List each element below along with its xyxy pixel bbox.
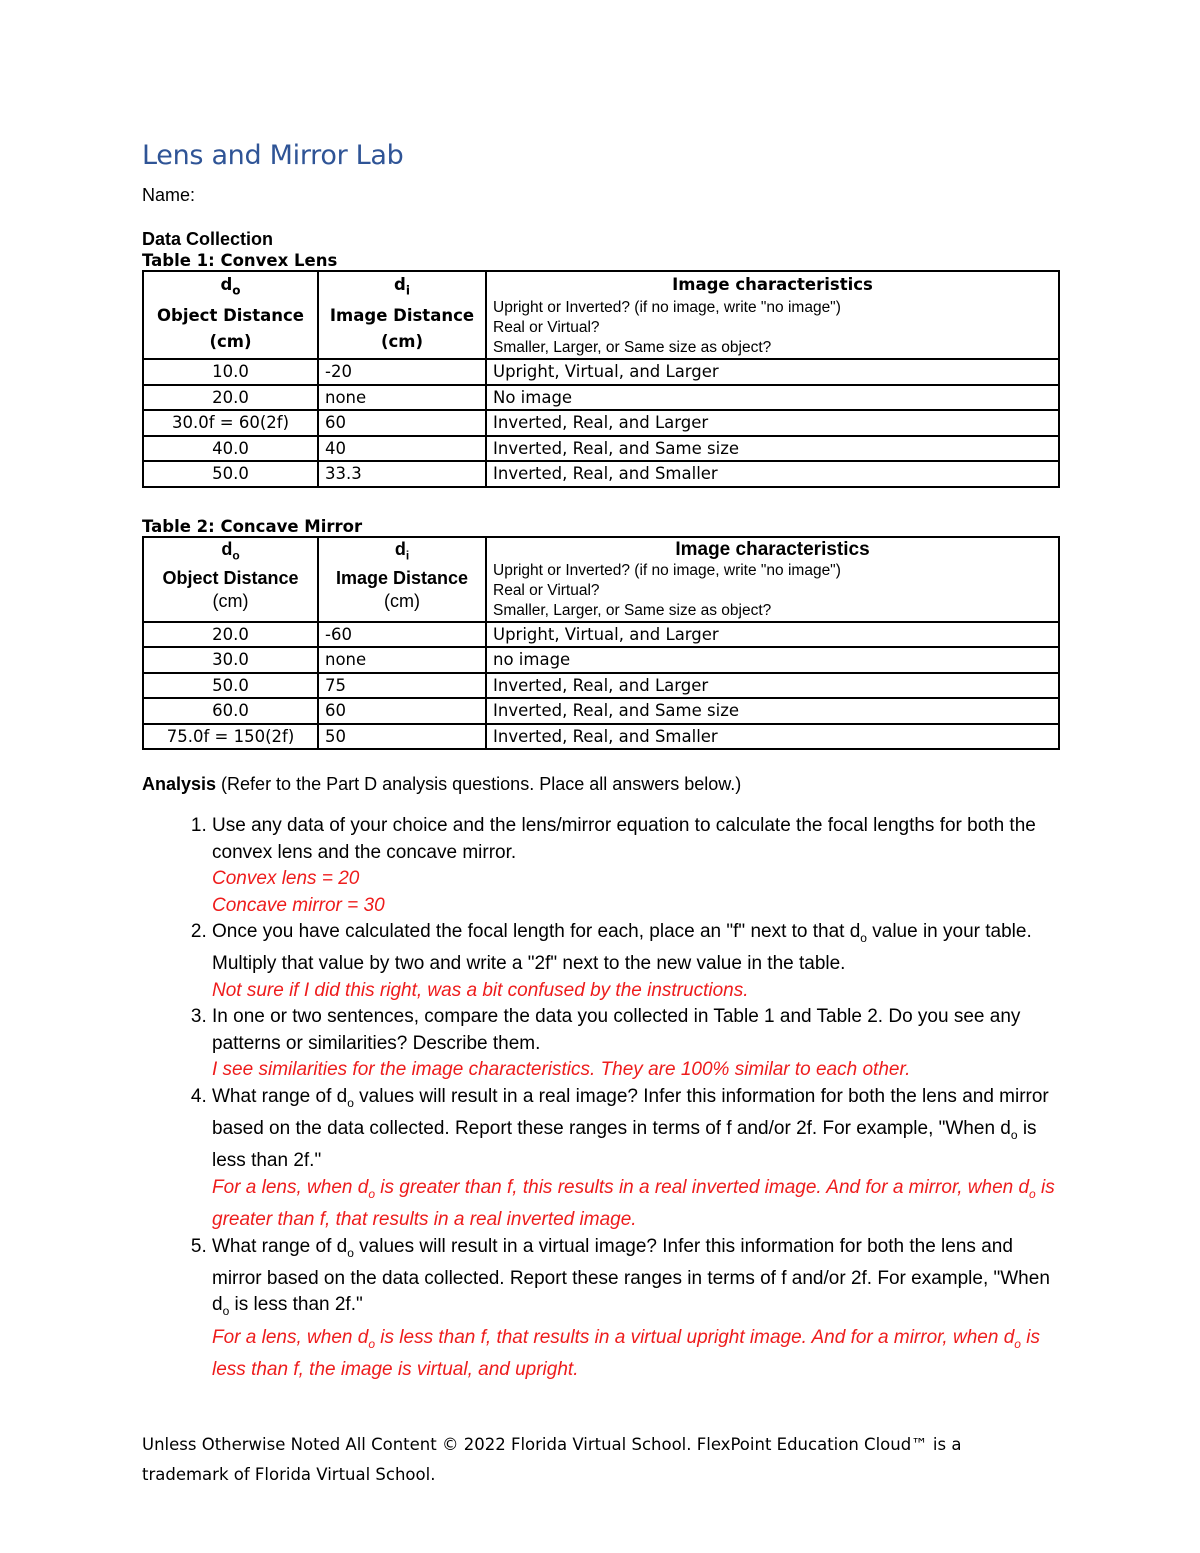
table2-title: Table 2: Concave Mirror [142, 516, 363, 536]
table1-header-row [143, 271, 1059, 359]
copyright-footer: Unless Otherwise Noted All Content © 2022 Florida Virtual School. FlexPoint Education Cloud™ is a trademark of Florida Virtual School. [142, 1435, 962, 1484]
question-5: 5. What range of $d_o$ values will result in a virtual image? Infer this information for both the lens and mirror based on the data collected. Report these ranges in terms of f and/or 2f. For example, "When $d_o$ is less than 2f." For a lens, when $d_o$ is less than f, that results in a virtual upright image. And for a mirror, when $d_o$ is less than f, the image is virtual, and upright. [212, 1234, 1062, 1384]
analysis-questions [142, 813, 1062, 1384]
answer-4: For a lens, when $d_o$ is greater than f, this results in a real inverted image. And for a mirror, when $d_o$ is greater than f, that results in a real inverted image. [212, 1176, 1055, 1231]
table1-col2-header: $d_i$ Image Distance (cm) [318, 271, 486, 359]
table-row: 75.0f = 150(2f) 50 Inverted, Real, and Smaller [143, 724, 1059, 750]
document-page [142, 140, 1062, 1384]
question-3: 3. In one or two sentences, compare the data you collected in Table 1 and Table 2. Do you see any patterns or similarities? Describe them. I see similarities for the image characteristics. They are 100% similar to each other. [212, 1004, 1062, 1084]
table2-header-row [143, 537, 1059, 622]
table1-col1-header: $d_o$ Object Distance (cm) [143, 271, 318, 359]
table-row: 30.0 none no image [143, 647, 1059, 673]
table-row: 50.0 75 Inverted, Real, and Larger [143, 673, 1059, 699]
table-row: 40.0 40 Inverted, Real, and Same size [143, 436, 1059, 462]
page-title: Lens and Mirror Lab [142, 140, 404, 171]
question-4: 4. What range of $d_o$ values will result in a real image? Infer this information for both the lens and mirror based on the data collected. Report these ranges in terms of f and/or 2f. For example, "When $d_o$ is less than 2f." For a lens, when $d_o$ is greater than f, this results in a real inverted image. And for a mirror, when $d_o$ is greater than f, that results in a real inverted image. [212, 1084, 1062, 1234]
name-label: Name: [142, 185, 196, 205]
table1-title: Table 1: Convex Lens [142, 251, 338, 270]
answer-5: For a lens, when $d_o$ is less than f, that results in a virtual upright image. And for a mirror, when $d_o$ is less than f, the image is virtual, and upright. [212, 1326, 1040, 1381]
table2-col1-header: $d_o$ Object Distance (cm) [143, 537, 318, 622]
table-row: 20.0 -60 Upright, Virtual, and Larger [143, 622, 1059, 648]
analysis-intro: Analysis (Refer to the Part D analysis questions. Place all answers below.) [142, 774, 742, 794]
answer-3: I see similarities for the image characteristics. They are 100% similar to each other. [212, 1059, 911, 1081]
table-row: 60.0 60 Inverted, Real, and Same size [143, 698, 1059, 724]
table-row: 30.0f = 60(2f) 60 Inverted, Real, and Larger [143, 410, 1059, 436]
answer-1a: Convex lens = 20 [212, 868, 360, 889]
answer-2: Not sure if I did this right, was a bit confused by the instructions. [212, 979, 749, 1001]
question-2: 2. Once you have calculated the focal length for each, place an "f" next to that $d_o$ value in your table. Multiply that value by two and write a "2f" next to the new value in the table. Not sure if I did this right, was a bit confused by the instructions. [212, 919, 1062, 1004]
table2-col2-header: $d_i$ Image Distance (cm) [318, 537, 486, 622]
table-row: 10.0 -20 Upright, Virtual, and Larger [143, 359, 1059, 385]
answer-1b: Concave mirror = 30 [212, 894, 385, 916]
table-row: 50.0 33.3 Inverted, Real, and Smaller [143, 461, 1059, 487]
question-1: 1. Use any data of your choice and the lens/mirror equation to calculate the focal lengths for both the convex lens and the concave mirror. Convex lens = 20 Concave mirror = 30 [212, 813, 1062, 919]
table2-col3-header: Image characteristics Upright or Inverted? (if no image, write "no image") Real or Virtual? Smaller, Larger, or Same size as object? [486, 537, 1059, 622]
table-row: 20.0 none No image [143, 385, 1059, 411]
table2 [142, 536, 1060, 751]
table1 [142, 270, 1060, 488]
data-collection-heading: Data Collection [142, 229, 274, 249]
table1-col3-header: Image characteristics Upright or Inverted? (if no image, write "no image") Real or Virtual? Smaller, Larger, or Same size as object? [486, 271, 1059, 359]
